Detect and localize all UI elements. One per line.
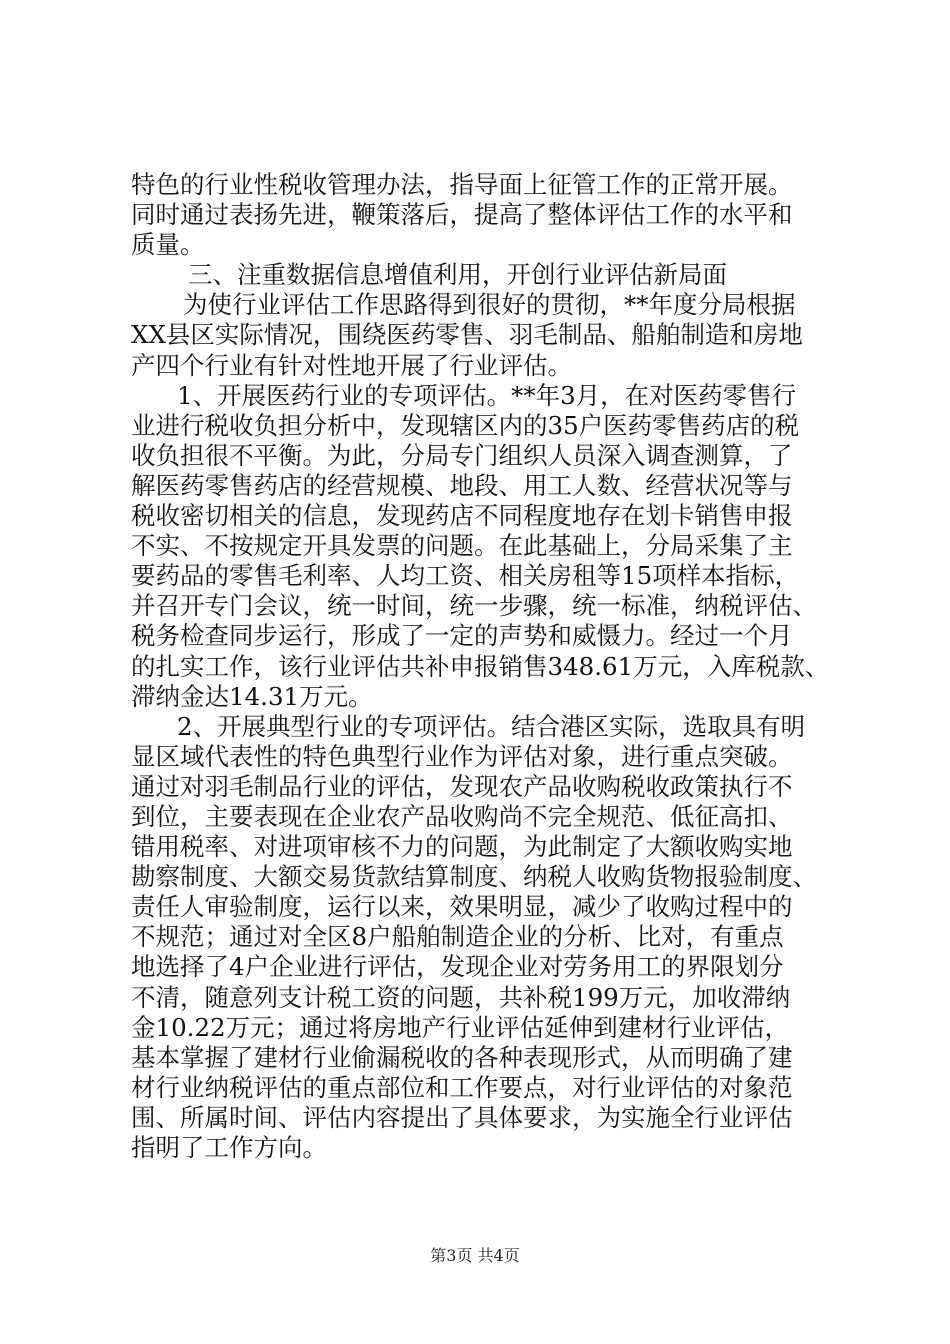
- text-line: 金10.22万元；通过将房地产行业评估延伸到建材行业评估，: [131, 1012, 790, 1042]
- text-line: 材行业纳税评估的重点部位和工作要点，对行业评估的对象范: [131, 1072, 793, 1102]
- text-line: 勘察制度、大额交易货款结算制度、纳税人收购货物报验制度、: [131, 862, 817, 892]
- text-line: 税务检查同步运行，形成了一定的声势和威慑力。经过一个月: [131, 621, 793, 651]
- text-line: 并召开专门会议，统一时间，统一步骤，统一标准，纳税评估、: [131, 591, 817, 621]
- text-line: 要药品的零售毛利率、人均工资、相关房租等15项样本指标，: [131, 561, 800, 591]
- document-body: [131, 170, 831, 1163]
- text-line: 解医药零售药店的经营规模、地段、用工人数、经营状况等与: [131, 470, 793, 500]
- text-line: 地选择了4户企业进行评估，发现企业对劳务用工的界限划分: [131, 952, 784, 982]
- page-footer: 第3页 共4页: [430, 1246, 520, 1265]
- text-line: 产四个行业有针对性地开展了行业评估。: [131, 350, 572, 380]
- text-line: 为使行业评估工作思路得到很好的贯彻，**年度分局根据: [183, 290, 796, 320]
- text-line: 责任人审验制度，运行以来，效果明显，减少了收购过程中的: [131, 892, 793, 922]
- text-line: 税收密切相关的信息，发现药店不同程度地存在划卡销售申报: [131, 501, 793, 531]
- text-line: 的扎实工作，该行业评估共补申报销售348.61万元，入库税款、: [131, 651, 830, 681]
- text-line: 显区域代表性的特色典型行业作为评估对象，进行重点突破。: [131, 741, 793, 771]
- text-line: 特色的行业性税收管理办法，指导面上征管工作的正常开展。: [131, 170, 793, 199]
- text-line: 围、所属时间、评估内容提出了具体要求，为实施全行业评估: [131, 1102, 793, 1132]
- text-line: XX县区实际情况，围绕医药零售、羽毛制品、船舶制造和房地: [131, 320, 803, 350]
- text-line: 指明了工作方向。: [131, 1133, 327, 1162]
- text-line: 收负担很不平衡。为此，分局专门组织人员深入调查测算，了: [131, 440, 793, 470]
- text-line: 通过对羽毛制品行业的评估，发现农产品收购税收政策执行不: [131, 771, 793, 801]
- text-line: 基本掌握了建材行业偷漏税收的各种表现形式，从而明确了建: [131, 1042, 793, 1072]
- text-line: 质量。: [131, 230, 205, 260]
- text-line: 错用税率、对进项审核不力的问题，为此制定了大额收购实地: [131, 832, 793, 862]
- text-line: 不规范；通过对全区8户船舶制造企业的分析、比对，有重点: [131, 922, 784, 952]
- text-line: 到位，主要表现在企业农产品收购尚不完全规范、低征高扣、: [131, 801, 793, 831]
- text-line: 同时通过表扬先进，鞭策落后，提高了整体评估工作的水平和: [131, 200, 793, 230]
- text-line: 滞纳金达14.31万元。: [131, 681, 373, 711]
- section-heading: 三、注重数据信息增值利用，开创行业评估新局面: [188, 260, 727, 290]
- text-line: 不实、不按规定开具发票的问题。在此基础上，分局采集了主: [131, 531, 793, 561]
- text-line: 业进行税收负担分析中，发现辖区内的35户医药零售药店的税: [131, 410, 800, 440]
- text-line: 2、开展典型行业的专项评估。结合港区实际，选取具有明: [177, 711, 806, 741]
- text-line: 1、开展医药行业的专项评估。**年3月，在对医药零售行: [177, 380, 797, 410]
- text-line: 不清，随意列支计税工资的问题，共补税199万元，加收滞纳: [131, 982, 791, 1012]
